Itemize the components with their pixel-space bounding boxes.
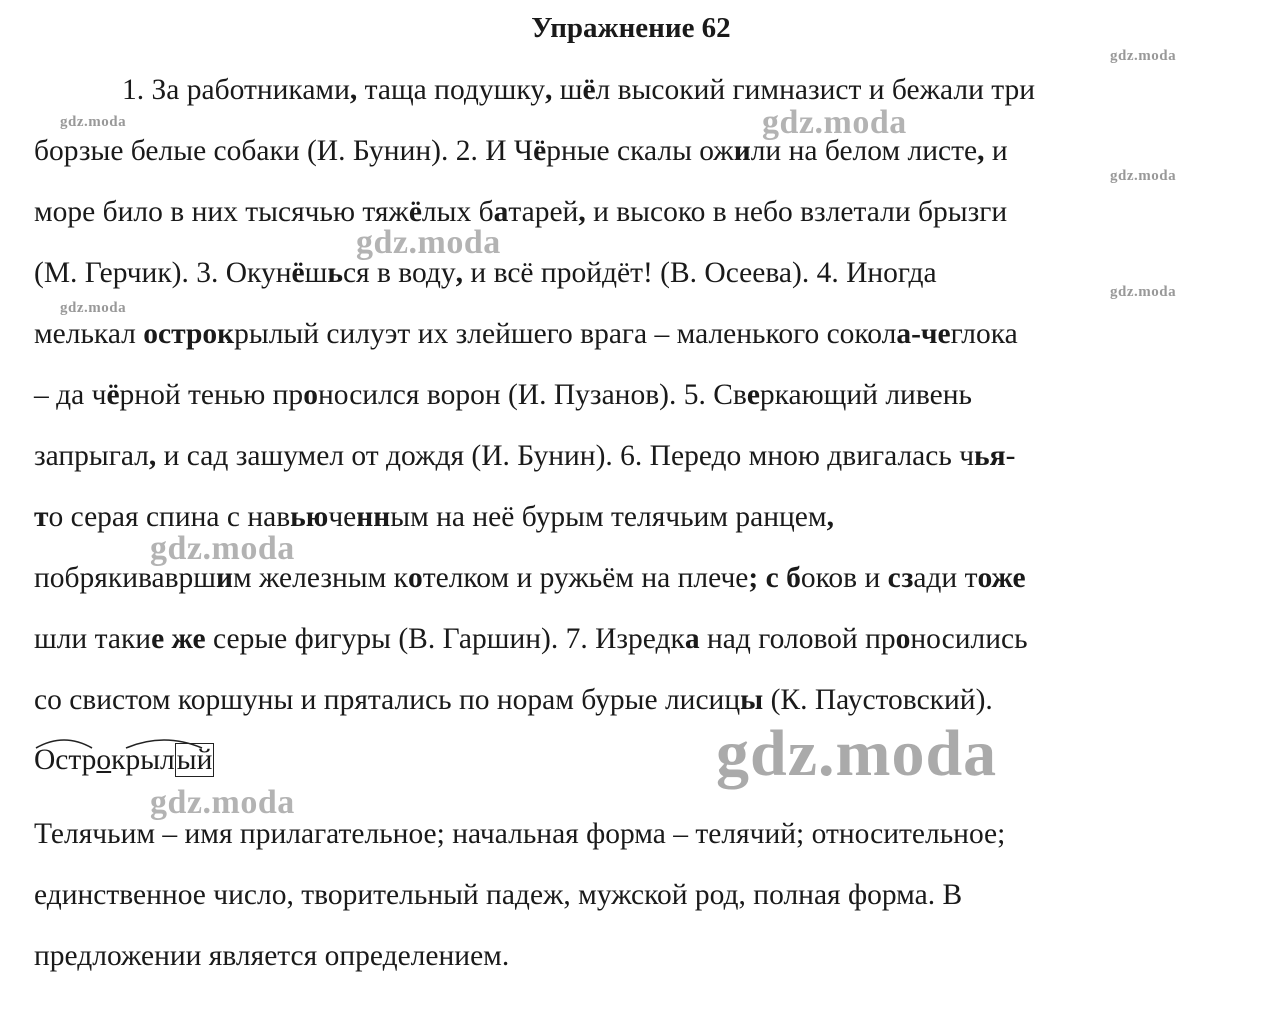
bold-segment: сз xyxy=(887,562,914,594)
text-segment xyxy=(758,562,765,594)
text-segment: таща подушку xyxy=(357,74,545,106)
text-segment: и xyxy=(984,135,1008,167)
bold-segment: о xyxy=(407,562,423,594)
bold-segment: ё xyxy=(408,196,422,228)
text-segment: глока xyxy=(950,318,1018,350)
bold-segment: т xyxy=(34,501,49,533)
bold-segment: оже xyxy=(977,562,1026,594)
bold-segment: ё xyxy=(582,74,596,106)
bold-segment: , xyxy=(977,135,985,167)
bold-segment: и xyxy=(733,135,751,167)
text-segment: тарей xyxy=(508,196,579,228)
watermark: gdz.moda xyxy=(1110,284,1177,300)
text-segment: ади т xyxy=(913,562,978,594)
morpheme-connector: о xyxy=(96,744,112,776)
watermark: gdz.moda xyxy=(762,104,907,141)
text-segment: над головой пр xyxy=(699,623,896,655)
text-segment: рные скалы ож xyxy=(546,135,734,167)
watermark: gdz.moda xyxy=(716,717,998,790)
text-segment: 1. За работниками xyxy=(122,74,350,106)
text-segment: со свистом коршуны и прятались по норам бурые лисиц xyxy=(34,684,741,716)
page-title: Упражнение 62 xyxy=(531,12,731,44)
text-line-6 xyxy=(34,377,972,413)
bold-segment: а xyxy=(493,196,509,228)
bold-segment: ья xyxy=(974,440,1006,472)
watermark: gdz.moda xyxy=(150,530,295,567)
analysis-line-3: предложении является определением. xyxy=(34,940,510,972)
watermark: gdz.moda xyxy=(60,300,127,316)
text-segment: шли таки xyxy=(34,623,152,655)
morpheme-word xyxy=(34,742,214,778)
text-segment: рылый силуэт их злейшего врага – маленького сокол xyxy=(234,318,897,350)
text-line-10 xyxy=(34,621,1028,657)
analysis-line-1: Телячьим – имя прилагательное; начальная форма – телячий; относительное; xyxy=(34,818,1006,850)
bold-segment: острок xyxy=(143,318,235,350)
text-line-5 xyxy=(34,316,1018,352)
watermark: gdz.moda xyxy=(60,114,127,130)
text-segment: рной тенью пр xyxy=(119,379,304,411)
text-segment: м железным к xyxy=(233,562,408,594)
text-line-1 xyxy=(122,72,1035,108)
bold-segment: ы xyxy=(740,684,764,716)
bold-segment: ё xyxy=(106,379,120,411)
text-segment: мелькал xyxy=(34,318,144,350)
bold-segment: , xyxy=(578,196,586,228)
text-segment: лых б xyxy=(421,196,494,228)
bold-segment: ью xyxy=(290,501,329,533)
morpheme-ending: ый xyxy=(176,744,213,776)
text-segment: ся в воду xyxy=(342,257,456,289)
bold-segment: нн xyxy=(356,501,391,533)
text-segment: л высокий гимназист и бежали три xyxy=(595,74,1036,106)
bold-segment: , xyxy=(148,440,157,472)
bold-segment: , xyxy=(544,74,553,106)
bold-segment: о xyxy=(303,379,318,411)
watermark: gdz.moda xyxy=(356,224,501,261)
bold-segment: а-че xyxy=(896,318,951,350)
text-segment: че xyxy=(328,501,357,533)
text-segment: телком и ружьём на плече xyxy=(422,562,749,594)
text-segment: море било в них тысячью тяж xyxy=(34,196,409,228)
text-line-3 xyxy=(34,194,1007,230)
text-segment: (К. Паустовский). xyxy=(763,684,993,716)
watermark: gdz.moda xyxy=(1110,168,1177,184)
text-segment: – да ч xyxy=(34,379,107,411)
text-segment: ш xyxy=(552,74,583,106)
bold-segment: ё xyxy=(533,135,547,167)
text-segment: и сад зашумел от дождя (И. Бунин). 6. Передо мною двигалась ч xyxy=(156,440,975,472)
bold-segment: , xyxy=(349,74,358,106)
bold-segment: , xyxy=(455,257,464,289)
text-segment: ли на белом листе xyxy=(750,135,978,167)
text-segment: - xyxy=(1005,440,1016,472)
text-segment: и высоко в небо взлетали брызги xyxy=(585,196,1008,228)
text-segment: и всё пройдёт! (В. Осеева). 4. Иногда xyxy=(463,257,937,289)
watermark: gdz.moda xyxy=(150,784,295,821)
morpheme-root1: Остр xyxy=(34,744,97,776)
text-segment: ркающий ливень xyxy=(759,379,972,411)
text-segment: (М. Герчик). 3. Окун xyxy=(34,257,292,289)
text-segment: о серая спина с нав xyxy=(48,501,291,533)
text-line-11 xyxy=(34,682,993,718)
text-segment: носился ворон (И. Пузанов). 5. Св xyxy=(317,379,747,411)
text-segment: запрыгал xyxy=(34,440,149,472)
text-segment: оков и xyxy=(800,562,888,594)
text-segment: носились xyxy=(910,623,1028,655)
text-segment: серые фигуры (В. Гаршин). 7. Изредк xyxy=(205,623,685,655)
bold-segment: и xyxy=(216,562,234,594)
bold-segment: ь xyxy=(327,257,343,289)
bold-segment: с б xyxy=(765,562,801,594)
morpheme-root2: крыл xyxy=(111,744,175,776)
bold-segment: е xyxy=(746,379,760,411)
text-segment: ш xyxy=(304,257,328,289)
watermark: gdz.moda xyxy=(1110,48,1177,64)
bold-segment: ё xyxy=(291,257,305,289)
bold-segment: а xyxy=(684,623,700,655)
analysis-line-2: единственное число, творительный падеж, мужской род, полная форма. В xyxy=(34,879,963,911)
text-segment: ым на неё бурым телячьим ранцем xyxy=(390,501,827,533)
bold-segment: о xyxy=(895,623,911,655)
bold-segment: , xyxy=(826,501,834,533)
text-line-7 xyxy=(34,438,1015,474)
text-segment: борзые белые собаки (И. Бунин). 2. И Ч xyxy=(34,135,534,167)
bold-segment: е же xyxy=(151,623,206,655)
bold-segment: ; xyxy=(748,562,759,594)
text-segment: побрякиваврш xyxy=(34,562,217,594)
